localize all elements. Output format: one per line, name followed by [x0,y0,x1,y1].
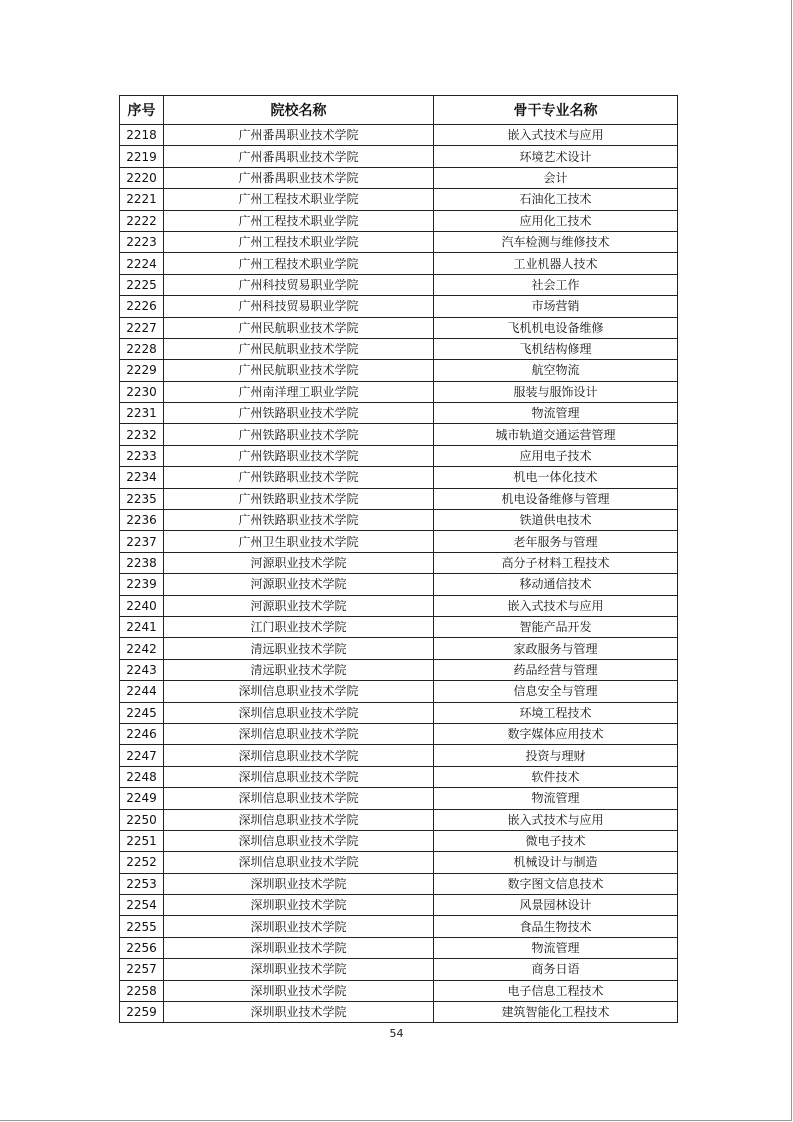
serial-number-cell: 2259 [120,1002,164,1023]
serial-number-cell: 2225 [120,274,164,295]
school-name-cell: 深圳职业技术学院 [164,873,434,894]
table-row [120,659,678,680]
major-name-cell: 建筑智能化工程技术 [434,1002,678,1023]
table-row [120,873,678,894]
table-row [120,274,678,295]
table-row [120,959,678,980]
serial-number-cell: 2258 [120,980,164,1001]
major-name-cell: 汽车检测与维修技术 [434,231,678,252]
school-name-cell: 深圳信息职业技术学院 [164,745,434,766]
major-name-cell: 市场营销 [434,296,678,317]
serial-number-cell: 2233 [120,445,164,466]
page-number: 54 [389,1027,404,1040]
school-name-cell: 深圳职业技术学院 [164,980,434,1001]
table-row [120,445,678,466]
header-major-name: 骨干专业名称 [434,96,678,125]
major-name-cell: 移动通信技术 [434,574,678,595]
table-row [120,189,678,210]
major-name-cell: 环境工程技术 [434,702,678,723]
major-name-cell: 飞机机电设备维修 [434,317,678,338]
serial-number-cell: 2239 [120,574,164,595]
table-row [120,616,678,637]
serial-number-cell: 2257 [120,959,164,980]
serial-number-cell: 2249 [120,788,164,809]
table-row [120,531,678,552]
major-name-cell: 环境艺术设计 [434,146,678,167]
school-name-cell: 深圳信息职业技术学院 [164,788,434,809]
major-name-cell: 软件技术 [434,766,678,787]
major-name-cell: 老年服务与管理 [434,531,678,552]
major-name-cell: 电子信息工程技术 [434,980,678,1001]
school-name-cell: 广州番禺职业技术学院 [164,125,434,146]
table-row [120,681,678,702]
school-name-cell: 广州铁路职业技术学院 [164,424,434,445]
school-name-cell: 深圳信息职业技术学院 [164,766,434,787]
serial-number-cell: 2246 [120,723,164,744]
serial-number-cell: 2227 [120,317,164,338]
school-name-cell: 广州民航职业技术学院 [164,317,434,338]
school-name-cell: 深圳职业技术学院 [164,895,434,916]
major-name-cell: 数字图文信息技术 [434,873,678,894]
major-name-cell: 服装与服饰设计 [434,381,678,402]
major-name-cell: 铁道供电技术 [434,510,678,531]
table-row [120,702,678,723]
school-name-cell: 广州铁路职业技术学院 [164,510,434,531]
major-name-cell: 飞机结构修理 [434,338,678,359]
table-row [120,766,678,787]
major-name-cell: 应用电子技术 [434,445,678,466]
table-row [120,723,678,744]
serial-number-cell: 2240 [120,595,164,616]
table-row [120,210,678,231]
serial-number-cell: 2241 [120,616,164,637]
table-row [120,403,678,424]
table-row [120,381,678,402]
major-name-cell: 机电设备维修与管理 [434,488,678,509]
school-name-cell: 广州铁路职业技术学院 [164,467,434,488]
major-name-cell: 社会工作 [434,274,678,295]
major-name-cell: 嵌入式技术与应用 [434,595,678,616]
school-name-cell: 深圳信息职业技术学院 [164,702,434,723]
serial-number-cell: 2243 [120,659,164,680]
major-name-cell: 嵌入式技术与应用 [434,809,678,830]
major-name-cell: 物流管理 [434,937,678,958]
table-body [120,125,678,1023]
major-name-cell: 机械设计与制造 [434,852,678,873]
table-row [120,231,678,252]
table-row [120,745,678,766]
table-row [120,488,678,509]
school-name-cell: 广州科技贸易职业学院 [164,296,434,317]
table-row [120,167,678,188]
major-name-cell: 嵌入式技术与应用 [434,125,678,146]
serial-number-cell: 2247 [120,745,164,766]
header-serial-number: 序号 [120,96,164,125]
school-name-cell: 广州民航职业技术学院 [164,360,434,381]
table-row [120,852,678,873]
school-name-cell: 广州铁路职业技术学院 [164,445,434,466]
table-header-row [120,96,678,125]
header-school-name: 院校名称 [164,96,434,125]
serial-number-cell: 2224 [120,253,164,274]
serial-number-cell: 2255 [120,916,164,937]
table-row [120,467,678,488]
serial-number-cell: 2228 [120,338,164,359]
serial-number-cell: 2231 [120,403,164,424]
major-name-cell: 石油化工技术 [434,189,678,210]
major-name-cell: 高分子材料工程技术 [434,552,678,573]
serial-number-cell: 2253 [120,873,164,894]
major-name-cell: 风景园林设计 [434,895,678,916]
school-name-cell: 广州番禺职业技术学院 [164,146,434,167]
serial-number-cell: 2235 [120,488,164,509]
school-name-cell: 广州科技贸易职业学院 [164,274,434,295]
school-name-cell: 广州工程技术职业学院 [164,210,434,231]
school-name-cell: 广州民航职业技术学院 [164,338,434,359]
major-name-cell: 会计 [434,167,678,188]
school-name-cell: 深圳职业技术学院 [164,937,434,958]
major-name-cell: 数字媒体应用技术 [434,723,678,744]
serial-number-cell: 2254 [120,895,164,916]
table-row [120,552,678,573]
table-row [120,916,678,937]
table-row [120,146,678,167]
table-row [120,574,678,595]
table-row [120,125,678,146]
school-name-cell: 广州工程技术职业学院 [164,253,434,274]
major-name-cell: 药品经营与管理 [434,659,678,680]
table-row [120,1002,678,1023]
serial-number-cell: 2252 [120,852,164,873]
school-name-cell: 深圳信息职业技术学院 [164,723,434,744]
school-name-cell: 深圳信息职业技术学院 [164,681,434,702]
major-list-table [119,95,678,1023]
serial-number-cell: 2234 [120,467,164,488]
school-name-cell: 广州南洋理工职业学院 [164,381,434,402]
serial-number-cell: 2221 [120,189,164,210]
table-row [120,937,678,958]
major-name-cell: 微电子技术 [434,830,678,851]
school-name-cell: 深圳职业技术学院 [164,1002,434,1023]
school-name-cell: 深圳信息职业技术学院 [164,809,434,830]
serial-number-cell: 2250 [120,809,164,830]
major-name-cell: 城市轨道交通运营管理 [434,424,678,445]
school-name-cell: 深圳职业技术学院 [164,959,434,980]
serial-number-cell: 2222 [120,210,164,231]
school-name-cell: 广州卫生职业技术学院 [164,531,434,552]
table-row [120,595,678,616]
major-name-cell: 物流管理 [434,788,678,809]
table-row [120,788,678,809]
serial-number-cell: 2237 [120,531,164,552]
serial-number-cell: 2219 [120,146,164,167]
serial-number-cell: 2236 [120,510,164,531]
serial-number-cell: 2229 [120,360,164,381]
table-row [120,510,678,531]
school-name-cell: 深圳职业技术学院 [164,916,434,937]
serial-number-cell: 2251 [120,830,164,851]
major-name-cell: 食品生物技术 [434,916,678,937]
school-name-cell: 河源职业技术学院 [164,595,434,616]
table-row [120,895,678,916]
major-name-cell: 应用化工技术 [434,210,678,231]
school-name-cell: 广州番禺职业技术学院 [164,167,434,188]
major-name-cell: 工业机器人技术 [434,253,678,274]
serial-number-cell: 2230 [120,381,164,402]
school-name-cell: 清远职业技术学院 [164,638,434,659]
major-name-cell: 投资与理财 [434,745,678,766]
major-name-cell: 航空物流 [434,360,678,381]
serial-number-cell: 2220 [120,167,164,188]
school-name-cell: 河源职业技术学院 [164,552,434,573]
major-name-cell: 信息安全与管理 [434,681,678,702]
school-name-cell: 广州铁路职业技术学院 [164,403,434,424]
serial-number-cell: 2226 [120,296,164,317]
serial-number-cell: 2238 [120,552,164,573]
table-row [120,809,678,830]
table-row [120,980,678,1001]
major-name-cell: 家政服务与管理 [434,638,678,659]
school-name-cell: 广州铁路职业技术学院 [164,488,434,509]
school-name-cell: 深圳信息职业技术学院 [164,830,434,851]
serial-number-cell: 2242 [120,638,164,659]
major-name-cell: 商务日语 [434,959,678,980]
major-name-cell: 智能产品开发 [434,616,678,637]
serial-number-cell: 2232 [120,424,164,445]
table-row [120,830,678,851]
major-name-cell: 机电一体化技术 [434,467,678,488]
table-row [120,296,678,317]
school-name-cell: 广州工程技术职业学院 [164,231,434,252]
serial-number-cell: 2244 [120,681,164,702]
serial-number-cell: 2248 [120,766,164,787]
school-name-cell: 深圳信息职业技术学院 [164,852,434,873]
table-row [120,253,678,274]
school-name-cell: 河源职业技术学院 [164,574,434,595]
serial-number-cell: 2223 [120,231,164,252]
school-name-cell: 广州工程技术职业学院 [164,189,434,210]
serial-number-cell: 2256 [120,937,164,958]
serial-number-cell: 2245 [120,702,164,723]
table-row [120,360,678,381]
table-row [120,338,678,359]
school-name-cell: 清远职业技术学院 [164,659,434,680]
serial-number-cell: 2218 [120,125,164,146]
table-row [120,317,678,338]
school-name-cell: 江门职业技术学院 [164,616,434,637]
major-name-cell: 物流管理 [434,403,678,424]
table-row [120,424,678,445]
table-row [120,638,678,659]
